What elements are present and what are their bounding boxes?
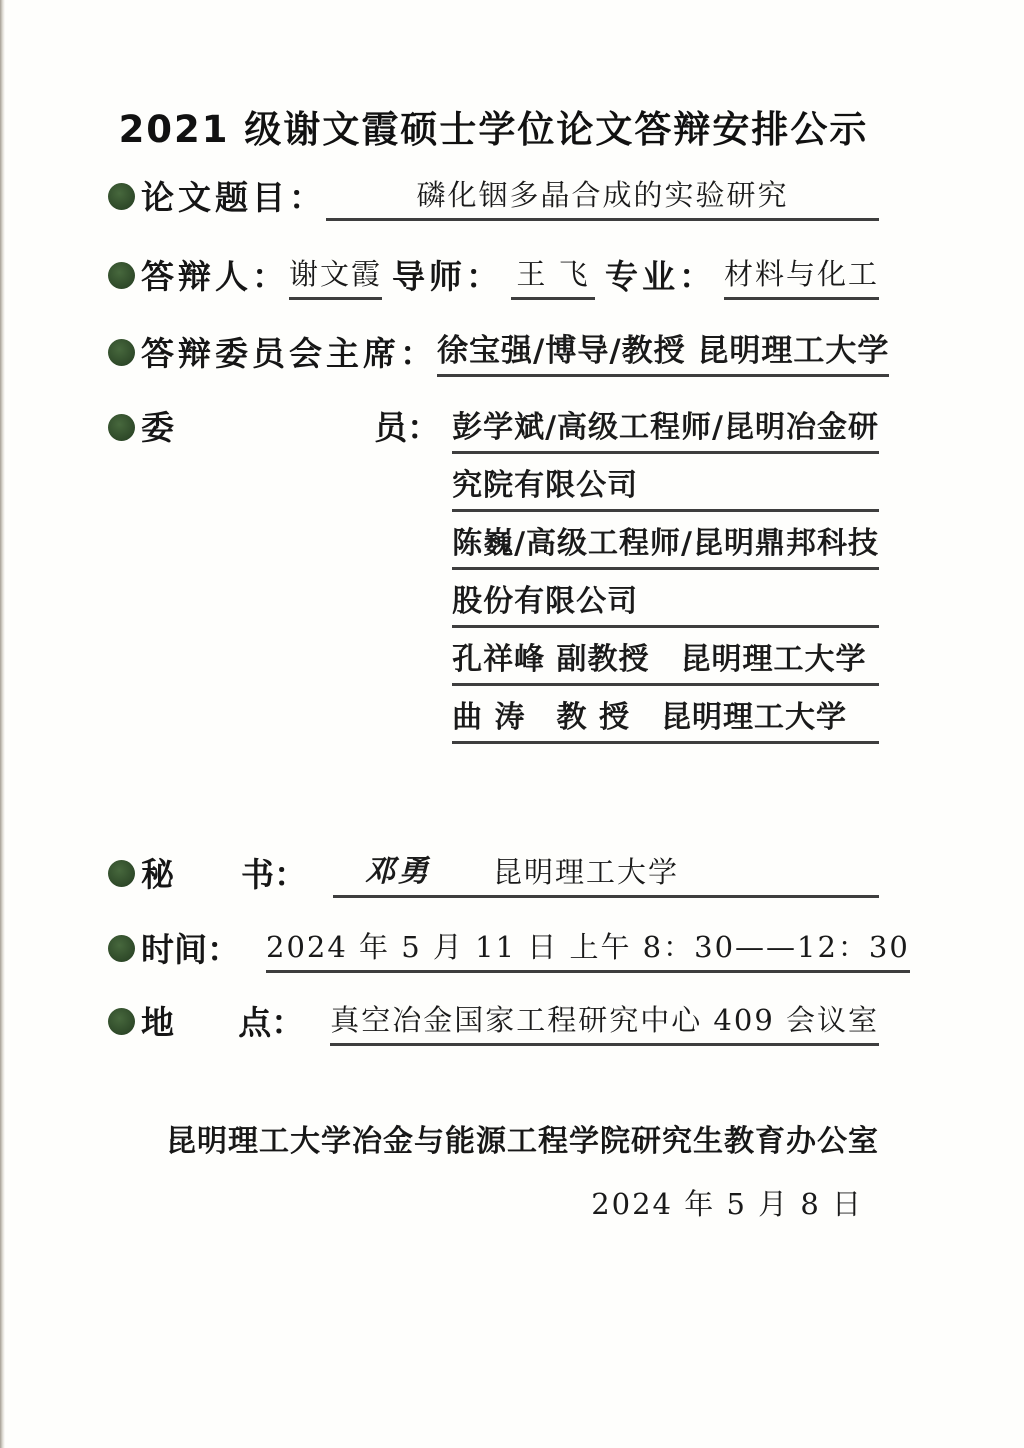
secretary-label-left: 秘: [141, 855, 174, 894]
secretary-label-right: 书：: [241, 855, 307, 894]
secretary-value: [333, 849, 879, 898]
defender-label: 答辩人：: [141, 257, 289, 296]
secretary-label: [141, 852, 307, 898]
location-label-left: 地: [141, 1003, 174, 1042]
thesis-title-value: 磷化铟多晶合成的实验研究: [326, 172, 879, 221]
bullet-icon: [108, 414, 135, 441]
committee-member-list: [452, 405, 879, 753]
footer-date: 2024 年 5 月 8 日: [591, 1187, 863, 1221]
row-secretary: [108, 849, 879, 898]
bullet-icon: [108, 935, 135, 962]
thesis-title-label: 论文题目：: [141, 178, 326, 217]
time-label-right: 间：: [174, 930, 240, 969]
location-label: [141, 1000, 304, 1046]
row-committee-chair: [108, 328, 890, 377]
location-label-right: 点：: [238, 1003, 305, 1042]
committee-member-line: 彭学斌/高级工程师/昆明冶金研: [452, 405, 879, 454]
time-value: 2024 年 5 月 11 日 上午 8：30——12：30: [266, 924, 910, 973]
committee-label: [141, 405, 440, 451]
major-value: 材料与化工: [724, 251, 879, 300]
bullet-icon: [108, 1008, 135, 1035]
bullet-icon: [108, 183, 135, 210]
row-thesis-title: [108, 172, 879, 221]
committee-label-right: 员：: [374, 408, 441, 447]
committee-member-line: 陈巍/高级工程师/昆明鼎邦科技: [452, 521, 879, 570]
committee-member-line: 曲 涛 教 授 昆明理工大学: [452, 695, 879, 744]
advisor-label: 导师：: [392, 257, 504, 296]
major-label: 专业：: [604, 257, 716, 296]
committee-member-line: 究院有限公司: [452, 463, 879, 512]
scan-edge-artifact: [0, 0, 5, 1448]
row-committee-members: [108, 405, 879, 753]
location-value: 真空冶金国家工程研究中心 409 会议室: [330, 997, 879, 1046]
row-time: [108, 924, 910, 973]
committee-member-line: 孔祥峰 副教授 昆明理工大学: [452, 637, 879, 686]
committee-member-line: 股份有限公司: [452, 579, 879, 628]
time-label-left: 时: [141, 930, 174, 969]
secretary-affiliation: 昆明理工大学: [493, 855, 680, 889]
row-location: [108, 997, 879, 1046]
defender-value: 谢文霞: [289, 251, 382, 300]
advisor-value: 王 飞: [511, 251, 595, 300]
row-defender-advisor-major: [108, 251, 879, 300]
committee-label-left: 委: [141, 408, 174, 447]
bullet-icon: [108, 339, 135, 366]
bullet-icon: [108, 262, 135, 289]
secretary-name: 邓勇: [365, 854, 431, 889]
bullet-icon: [108, 860, 135, 887]
footer-office: 昆明理工大学冶金与能源工程学院研究生教育办公室: [166, 1124, 879, 1159]
chair-value: 徐宝强/博导/教授 昆明理工大学: [437, 328, 889, 377]
chair-label: 答辩委员会主席：: [141, 334, 437, 373]
page-title: 2021 级谢文霞硕士学位论文答辩安排公示: [118, 108, 869, 151]
time-label: [141, 927, 240, 973]
